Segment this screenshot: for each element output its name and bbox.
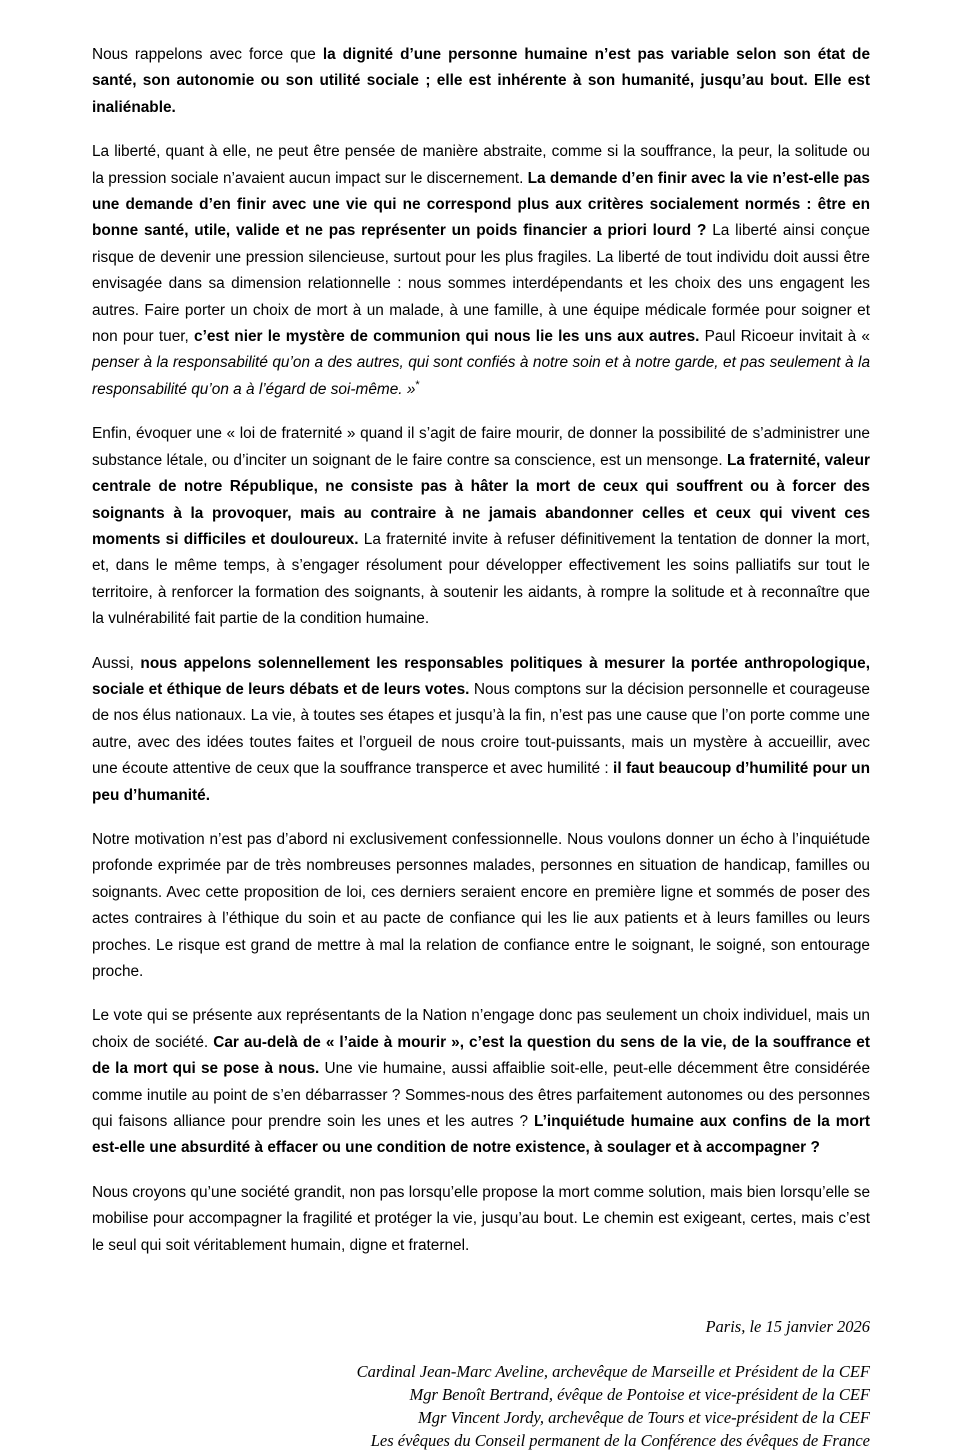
paragraph-p-aussi	[92, 651, 870, 809]
signature-date: Paris, le 15 janvier 2026	[705, 1317, 870, 1337]
signatory-line: Mgr Benoît Bertrand, évêque de Pontoise et vice-président de la CEF	[409, 1385, 870, 1405]
emphasis-bold: L’inquiétude humaine aux confins de la mort est-elle une absurdité à effacer ou une condition de notre existence, à soulager et à accompagner ?	[92, 1113, 870, 1157]
text-run: Aussi,	[92, 654, 141, 672]
text-run: Le vote qui se présente aux représentants de la Nation n’engage donc pas seulement un choix individuel, mais un choix de société.	[92, 1007, 870, 1051]
signatory-line: Cardinal Jean-Marc Aveline, archevêque de Marseille et Président de la CEF	[356, 1362, 870, 1382]
paragraph-p-fraternite	[92, 421, 870, 632]
text-run: Nous rappelons avec force que	[92, 46, 323, 63]
signatory-list	[92, 1360, 870, 1452]
text-run: La liberté ainsi conçue risque de devenir une pression silencieuse, surtout pour les plus fragiles. La liberté de tout individu doit aussi être envisagée dans sa dimension relationnelle : nous sommes interdépendants et les choix des uns engagent les autres. Faire porter un choix de mort à un malade, à une famille, à une équipe médicale formée pour soigner et non pour tuer,	[92, 222, 870, 346]
text-run: Nous croyons qu’une société grandit, non pas lorsqu’elle propose la mort comme solution, mais bien lorsqu’elle se mobilise pour accompagner la fragilité et protéger la vie, jusqu’au bout. Le chemin est exigeant, certes, mais c’est le seul qui soit véritablement humain, digne et fraternel.	[92, 1183, 870, 1254]
signatory-line: Mgr Vincent Jordy, archevêque de Tours et vice-président de la CEF	[418, 1408, 870, 1428]
footnote-marker: *	[415, 378, 420, 391]
emphasis-bold: La fraternité, valeur centrale de notre République, ne consiste pas à hâter la mort de ceux qui souffrent ou à forcer des soignants à la provoquer, mais au contraire à ne jamais abandonner celles et ceux qui vivent ces moments si difficiles et douloureux.	[92, 451, 870, 548]
emphasis-bold: il faut beaucoup d’humilité pour un peu d’humanité.	[92, 760, 870, 804]
paragraph-p-vote	[92, 1003, 870, 1161]
emphasis-bold: Car au-delà de « l’aide à mourir », c’est la question du sens de la vie, de la souffrance et de la mort qui se pose à nous.	[92, 1033, 870, 1078]
paragraph-p-motivation	[92, 827, 870, 985]
text-run: Nous comptons sur la décision personnelle et courageuse de nos élus nationaux. La vie, à toutes ses étapes et jusqu’à la fin, n’est pas une cause que l’on porte comme une autre, avec des idées toutes faites et l’orgueil de nous croire tout-puissants, mais un mystère à accueillir, avec une écoute attentive de ceux que la souffrance transperce et avec humilité :	[92, 680, 870, 778]
signatory-line: Les évêques du Conseil permanent de la Conférence des évêques de France	[370, 1431, 870, 1451]
quotation-italic: penser à la responsabilité qu’on a des autres, qui sont confiés à notre soin et à notre garde, et pas seulement à la responsabilité qu’on a à l’égard de soi-même. »	[92, 354, 870, 398]
text-run: La liberté, quant à elle, ne peut être pensée de manière abstraite, comme si la souffrance, la peur, la solitude ou la pression sociale n’avaient aucun impact sur le discernement.	[92, 143, 870, 187]
paragraph-p-dignite	[92, 42, 870, 121]
paragraph-container	[92, 42, 870, 1259]
text-run: Notre motivation n’est pas d’abord ni exclusivement confessionnelle. Nous voulons donner un écho à l’inquiétude profonde exprimée par de très nombreuses personnes malades, personnes en situation de handicap, familles ou soignants. Avec cette proposition de loi, ces derniers seraient encore en première ligne et sommés de poser des actes contraires à l’éthique du soin et au pacte de confiance qui les lie aux patients et à leurs familles ou leurs proches. Le risque est grand de mettre à mal la relation de confiance entre le soignant, le soigné, son entourage proche.	[92, 830, 870, 980]
paragraph-p-croyons	[92, 1180, 870, 1259]
text-run: La fraternité invite à refuser définitivement la tentation de donner la mort, et, dans le même temps, à s’engager résolument pour développer effectivement les soins palliatifs sur tout le territoire, à renforcer la formation des soignants, à soutenir les aidants, à rompre la solitude et à reconnaître que la vulnérabilité fait partie de la condition humaine.	[92, 530, 870, 628]
text-run: Paul Ricoeur invitait à «	[699, 328, 870, 346]
text-run: Une vie humaine, aussi affaiblie soit-elle, peut-elle décemment être considérée comme inutile au point de s’en débarrasser ? Sommes-nous des êtres parfaitement autonomes ou des personnes qui faisons alliance pour prendre soin les unes et les autres ?	[92, 1060, 870, 1131]
emphasis-bold: La demande d’en finir avec la vie n’est-elle pas une demande d’en finir avec une vie qui ne correspond plus aux critères socialement normés : être en bonne santé, utile, valide et ne pas représenter un poids financier a priori lourd ?	[92, 169, 870, 240]
signature-block	[92, 1315, 870, 1452]
paragraph-p-liberte	[92, 139, 870, 403]
document-body	[92, 42, 870, 1452]
emphasis-bold: c’est nier le mystère de communion qui nous lie les uns aux autres.	[194, 328, 700, 346]
emphasis-bold: nous appelons solennellement les responsables politiques à mesurer la portée anthropologique, sociale et éthique de leurs débats et de leurs votes.	[92, 654, 870, 698]
emphasis-bold: la dignité d’une personne humaine n’est pas variable selon son état de santé, son autonomie ou son utilité sociale ; elle est inhérente à son humanité, jusqu’au bout. Elle est inaliénable.	[92, 46, 871, 116]
text-run: Enfin, évoquer une « loi de fraternité » quand il s’agit de faire mourir, de donner la possibilité de s’administrer une substance létale, ou d’inciter un soignant de le faire contre sa conscience, est un mensonge.	[92, 425, 870, 469]
